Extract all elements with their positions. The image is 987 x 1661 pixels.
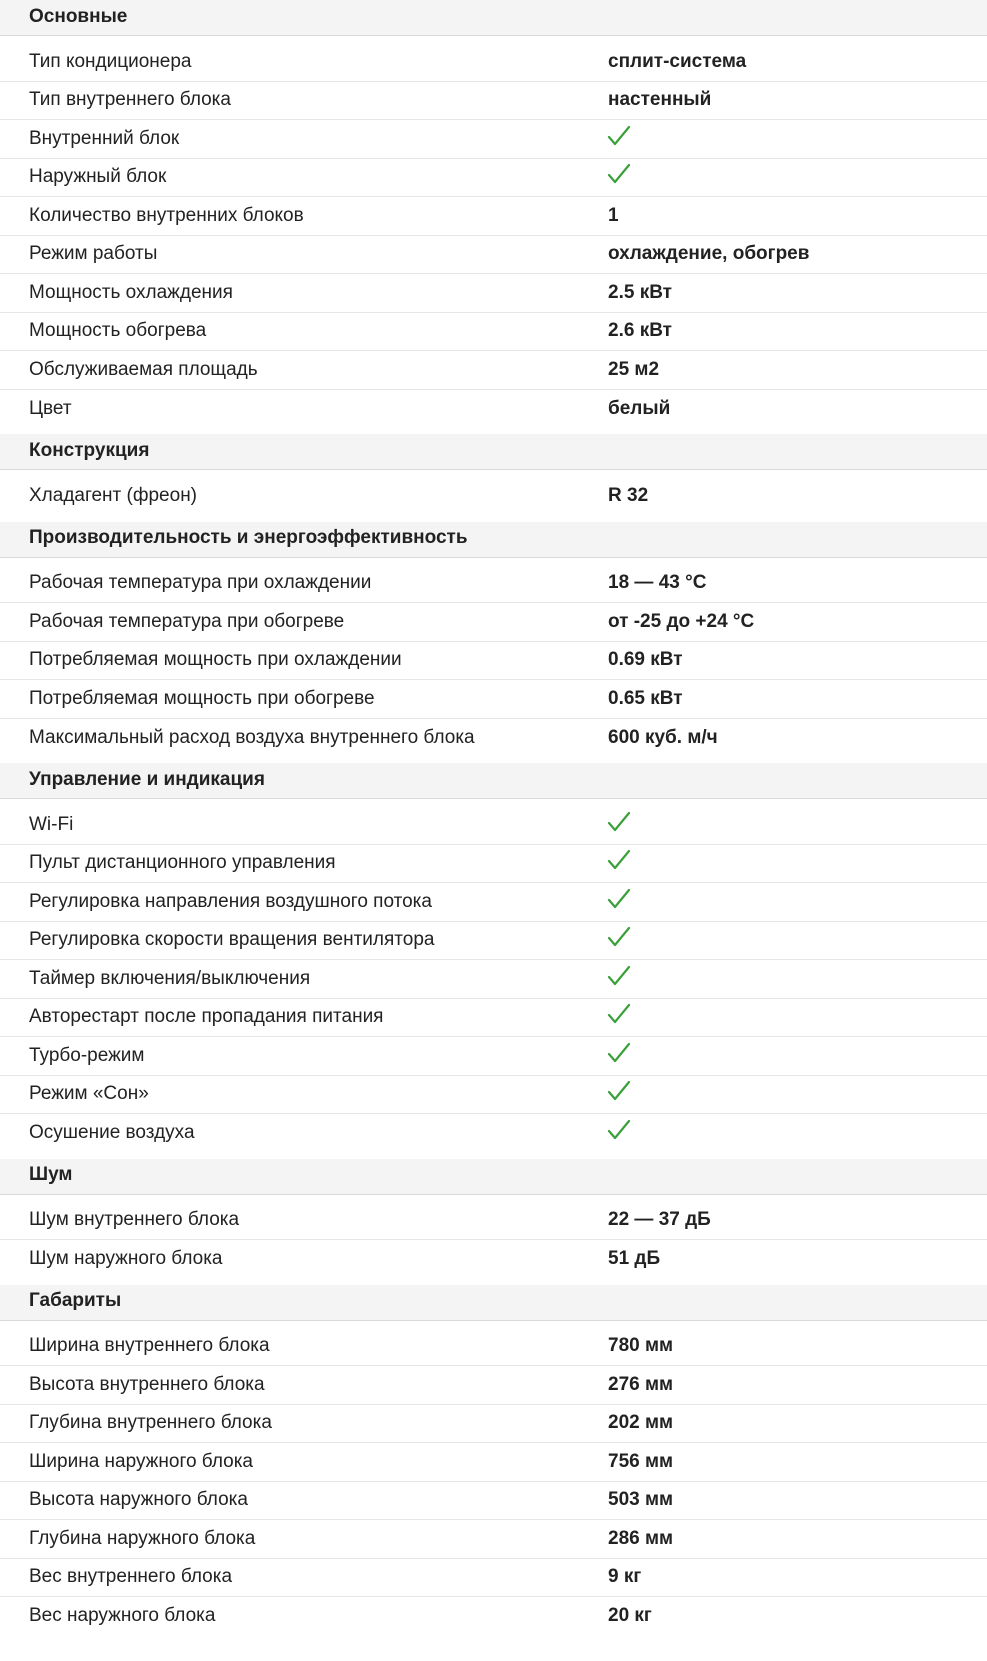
spec-row [0, 82, 987, 121]
section-header [0, 522, 987, 558]
spec-row [0, 351, 987, 390]
spec-value: белый [608, 397, 671, 419]
check-icon [607, 162, 631, 186]
spec-label: Мощность обогрева [29, 320, 207, 342]
spec-label: Осушение воздуха [29, 1122, 195, 1144]
spec-row [0, 1520, 987, 1559]
spec-row [0, 477, 987, 516]
spec-value-check [608, 1041, 631, 1071]
spec-row [0, 159, 987, 198]
section-title: Производительность и энергоэффективность [29, 527, 468, 548]
spec-row [0, 1328, 987, 1367]
spec-label: Хладагент (фреон) [29, 485, 198, 507]
spec-label: Турбо-режим [29, 1044, 145, 1066]
spec-value-check [608, 1002, 631, 1032]
spec-row [0, 922, 987, 961]
spec-label: Шум внутреннего блока [29, 1209, 240, 1231]
spec-value-check [608, 162, 631, 192]
spec-value: 756 мм [608, 1450, 674, 1472]
spec-value: 2.6 кВт [608, 320, 672, 342]
spec-label: Наружный блок [29, 166, 167, 188]
spec-row [0, 43, 987, 82]
spec-row [0, 719, 987, 758]
section-body [0, 470, 987, 522]
spec-value-check [608, 925, 631, 955]
spec-label: Ширина внутреннего блока [29, 1335, 270, 1357]
spec-row [0, 642, 987, 681]
spec-row [0, 806, 987, 845]
spec-row [0, 845, 987, 884]
spec-label: Режим «Сон» [29, 1083, 149, 1105]
spec-row [0, 274, 987, 313]
check-icon [607, 887, 631, 911]
spec-row [0, 1240, 987, 1279]
spec-label: Мощность охлаждения [29, 281, 233, 303]
section-title: Основные [29, 5, 128, 27]
spec-label: Обслуживаемая площадь [29, 358, 258, 380]
spec-row [0, 1202, 987, 1241]
spec-value-check [608, 124, 631, 154]
spec-value: 20 кг [608, 1605, 652, 1627]
check-icon [607, 964, 631, 988]
spec-row [0, 960, 987, 999]
spec-label: Рабочая температура при охлаждении [29, 572, 372, 594]
spec-label: Таймер включения/выключения [29, 967, 311, 989]
section-header [0, 1159, 987, 1195]
spec-label: Глубина наружного блока [29, 1527, 256, 1549]
spec-label: Максимальный расход воздуха внутреннего блока [29, 726, 475, 748]
spec-row [0, 1114, 987, 1153]
spec-row [0, 1597, 987, 1636]
spec-label: Пульт дистанционного управления [29, 852, 336, 874]
spec-label: Тип внутреннего блока [29, 89, 231, 111]
spec-row [0, 1076, 987, 1115]
spec-row [0, 120, 987, 159]
spec-label: Авторестарт после пропадания питания [29, 1006, 384, 1028]
check-icon [607, 1079, 631, 1103]
section-title: Шум [29, 1164, 73, 1185]
check-icon [607, 925, 631, 949]
spec-value-check [608, 887, 631, 917]
spec-row [0, 236, 987, 275]
section-body [0, 1321, 987, 1642]
spec-value: 600 куб. м/ч [608, 726, 718, 748]
spec-row [0, 1366, 987, 1405]
spec-value-check [608, 1079, 631, 1109]
spec-value-check [608, 810, 631, 840]
spec-label: Цвет [29, 397, 72, 419]
spec-label: Внутренний блок [29, 127, 180, 149]
spec-value: 22 — 37 дБ [608, 1209, 711, 1231]
spec-label: Вес наружного блока [29, 1605, 216, 1627]
spec-row [0, 999, 987, 1038]
spec-row [0, 390, 987, 429]
spec-value: 51 дБ [608, 1248, 661, 1270]
check-icon [607, 1002, 631, 1026]
spec-row [0, 680, 987, 719]
section-body [0, 36, 987, 434]
spec-label: Потребляемая мощность при охлаждении [29, 649, 402, 671]
spec-value: 276 мм [608, 1373, 674, 1395]
section-body [0, 558, 987, 764]
spec-row [0, 565, 987, 604]
section-body [0, 1195, 987, 1285]
check-icon [607, 848, 631, 872]
spec-label: Рабочая температура при обогреве [29, 610, 345, 632]
spec-value: сплит-система [608, 50, 747, 72]
spec-label: Режим работы [29, 243, 158, 265]
spec-label: Глубина внутреннего блока [29, 1412, 272, 1434]
spec-value: настенный [608, 89, 712, 111]
section-header [0, 763, 987, 799]
spec-label: Регулировка направления воздушного потока [29, 890, 432, 912]
spec-value: 286 мм [608, 1527, 674, 1549]
section-header [0, 0, 987, 36]
spec-value: 0.65 кВт [608, 687, 683, 709]
spec-label: Высота наружного блока [29, 1489, 248, 1511]
section-body [0, 799, 987, 1159]
section-header [0, 1285, 987, 1321]
spec-value-check [608, 848, 631, 878]
spec-value: 503 мм [608, 1489, 674, 1511]
spec-row [0, 1405, 987, 1444]
spec-value: охлаждение, обогрев [608, 243, 810, 265]
spec-label: Потребляемая мощность при обогреве [29, 687, 375, 709]
spec-row [0, 883, 987, 922]
spec-row [0, 1559, 987, 1598]
spec-label: Wi-Fi [29, 813, 74, 835]
spec-label: Вес внутреннего блока [29, 1566, 233, 1588]
spec-label: Ширина наружного блока [29, 1450, 253, 1472]
spec-value: от -25 до +24 °C [608, 610, 755, 632]
spec-row [0, 603, 987, 642]
spec-value: 0.69 кВт [608, 649, 683, 671]
spec-value: 9 кг [608, 1566, 642, 1588]
spec-row [0, 1037, 987, 1076]
check-icon [607, 1118, 631, 1142]
spec-value: 202 мм [608, 1412, 674, 1434]
section-title: Управление и индикация [29, 768, 265, 790]
spec-row [0, 1443, 987, 1482]
spec-value: 18 — 43 °C [608, 572, 707, 594]
spec-label: Высота внутреннего блока [29, 1373, 265, 1395]
spec-value: 2.5 кВт [608, 281, 672, 303]
spec-label: Количество внутренних блоков [29, 204, 304, 226]
check-icon [607, 1041, 631, 1065]
check-icon [607, 124, 631, 148]
spec-row [0, 1482, 987, 1521]
section-title: Конструкция [29, 439, 150, 461]
spec-label: Регулировка скорости вращения вентилятора [29, 929, 435, 951]
spec-value: 780 мм [608, 1335, 674, 1357]
spec-value-check [608, 1118, 631, 1148]
check-icon [607, 810, 631, 834]
spec-value: 1 [608, 204, 619, 226]
section-title: Габариты [29, 1290, 122, 1311]
spec-label: Шум наружного блока [29, 1248, 223, 1270]
spec-value: 25 м2 [608, 358, 660, 380]
spec-row [0, 313, 987, 352]
spec-label: Тип кондиционера [29, 50, 192, 72]
spec-value: R 32 [608, 485, 649, 507]
section-header [0, 434, 987, 470]
spec-value-check [608, 964, 631, 994]
spec-row [0, 197, 987, 236]
